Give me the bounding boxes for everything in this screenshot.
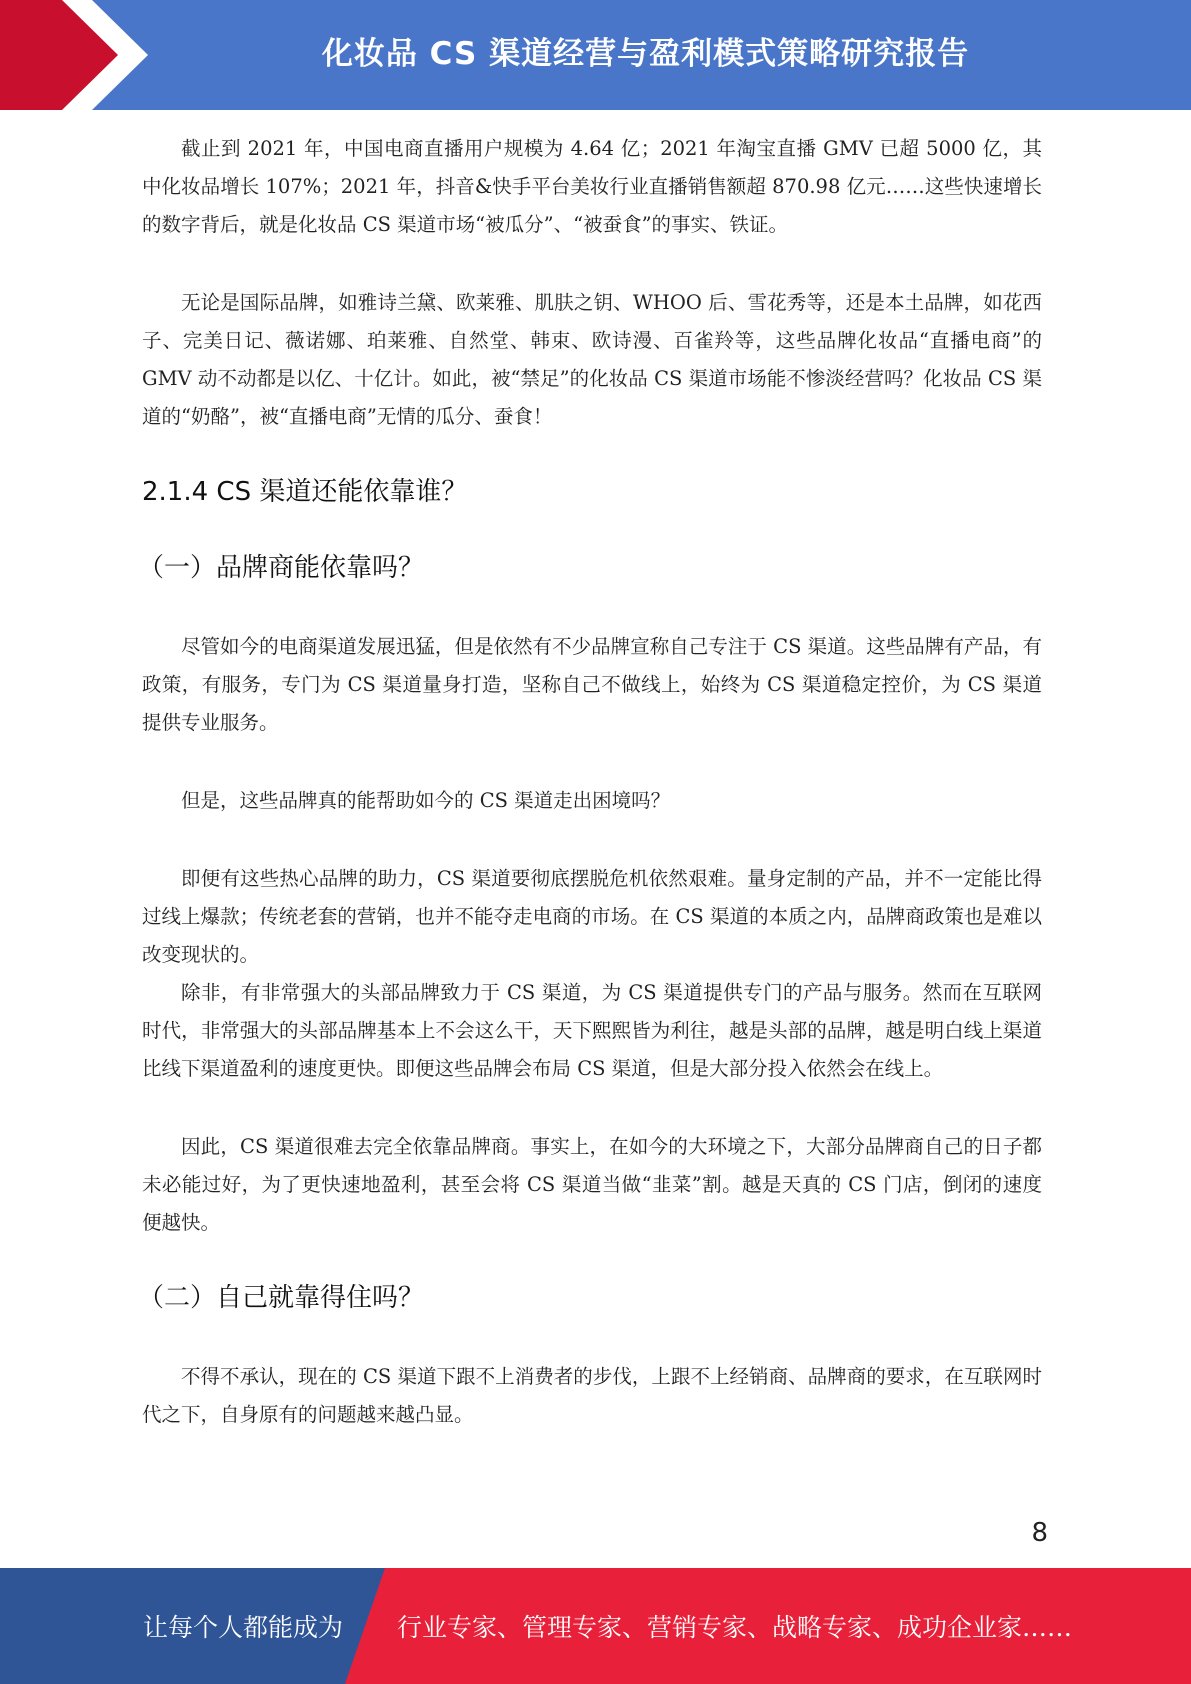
section-heading: 2.1.4 CS 渠道还能依靠谁？: [142, 477, 468, 507]
document-body: [138, 130, 1042, 1434]
paragraph-4: 但是，这些品牌真的能帮助如今的 CS 渠道走出困境吗？: [181, 789, 671, 812]
report-title: 化妆品 CS 渠道经营与盈利模式策略研究报告: [321, 35, 970, 72]
page-number: 8: [1031, 1518, 1048, 1548]
paragraph-6: 除非，有非常强大的头部品牌致力于 CS 渠道，为 CS 渠道提供专门的产品与服务。然而在互联网时代，非常强大的头部品牌基本上不会这么干，天下熙熙皆为利往，越是头部的品牌，越是明白线上渠道比线下渠道盈利的速度更快。即便这些品牌会布局 CS 渠道，但是大部分投入依然会在线上。: [142, 981, 1042, 1080]
paragraph-2: 无论是国际品牌，如雅诗兰黛、欧莱雅、肌肤之钥、WHOO 后、雪花秀等，还是本土品牌，如花西子、完美日记、薇诺娜、珀莱雅、自然堂、韩束、欧诗漫、百雀羚等，这些品牌化妆品“直播电商”的 GMV 动不动都是以亿、十亿计。如此，被“禁足”的化妆品 CS 渠道市场能不惨淡经营吗？化妆品 CS 渠道的“奶酪”，被“直播电商”无情的瓜分、蚕食！: [142, 291, 1042, 428]
paragraph-3: 尽管如今的电商渠道发展迅猛，但是依然有不少品牌宣称自己专注于 CS 渠道。这些品牌有产品，有政策，有服务，专门为 CS 渠道量身打造，坚称自己不做线上，始终为 CS 渠道稳定控价，为 CS 渠道提供专业服务。: [142, 635, 1042, 734]
footer-slogan-left: 让每个人都能成为: [143, 1613, 344, 1642]
paragraph-5: 即便有这些热心品牌的助力，CS 渠道要彻底摆脱危机依然艰难。量身定制的产品，并不一定能比得过线上爆款；传统老套的营销，也并不能夺走电商的市场。在 CS 渠道的本质之内，品牌商政策也是难以改变现状的。: [142, 867, 1042, 966]
subsection-heading-1: （一）品牌商能依靠吗？: [138, 553, 425, 583]
subsection-heading-2: （二）自己就靠得住吗？: [138, 1283, 425, 1313]
header-chevron-decoration: [0, 0, 160, 110]
page-footer: [0, 1568, 1191, 1684]
paragraph-8: 不得不承认，现在的 CS 渠道下跟不上消费者的步伐，上跟不上经销商、品牌商的要求，在互联网时代之下，自身原有的问题越来越凸显。: [142, 1365, 1042, 1426]
page-header: [0, 0, 1191, 110]
paragraph-7: 因此，CS 渠道很难去完全依靠品牌商。事实上，在如今的大环境之下，大部分品牌商自己的日子都未必能过好，为了更快速地盈利，甚至会将 CS 渠道当做“韭菜”割。越是天真的 CS 门店，倒闭的速度便越快。: [142, 1135, 1042, 1234]
paragraph-1: 截止到 2021 年，中国电商直播用户规模为 4.64 亿；2021 年淘宝直播 GMV 已超 5000 亿，其中化妆品增长 107%；2021 年，抖音&快手平台美妆行业直播销售额超 870.98 亿元……这些快速增长的数字背后，就是化妆品 CS 渠道市场“被瓜分”、“被蚕食”的事实、铁证。: [142, 137, 1042, 236]
footer-slogan-right: 行业专家、管理专家、营销专家、战略专家、成功企业家……: [397, 1613, 1073, 1642]
